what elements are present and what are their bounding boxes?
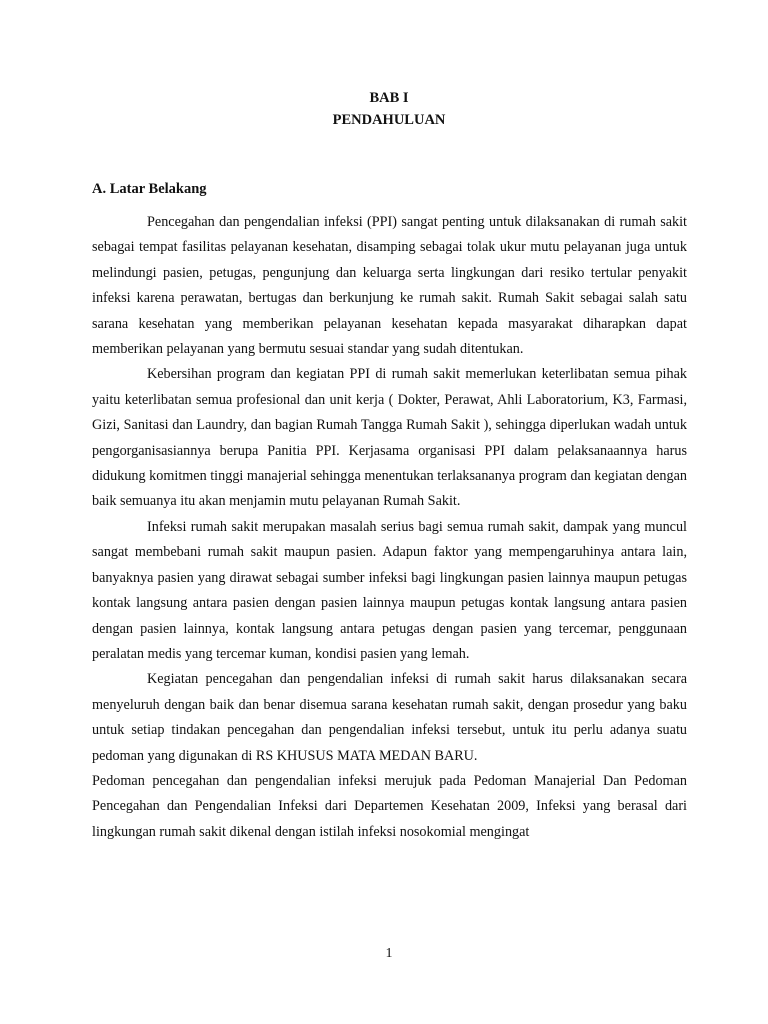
paragraph-3: Infeksi rumah sakit merupakan masalah serius bagi semua rumah sakit, dampak yang muncul sangat membebani rumah sakit maupun pasien. Adapun faktor yang mempengaruhinya antara lain, banyaknya pasien yang dirawat sebagai sumber infeksi bagi lingkungan pasien lainnya maupun petugas kontak langsung antara pasien dengan pasien lainnya maupun petugas kontak langsung antara pasien dengan pasien lainnya, kontak langsung antara petugas dengan pasien yang tercemar, penggunaan peralatan medis yang tercemar kuman, kondisi pasien yang lemah. <box>92 518 687 662</box>
paragraph-5: Pedoman pencegahan dan pengendalian infeksi merujuk pada Pedoman Manajerial Dan Pedoman Pencegahan dan Pengendalian Infeksi dari Departemen Kesehatan 2009, Infeksi yang berasal dari lingkungan rumah sakit dikenal dengan istilah infeksi nosokomial mengingat <box>92 772 687 840</box>
section-heading: A. Latar Belakang <box>92 181 207 197</box>
paragraph-1: Pencegahan dan pengendalian infeksi (PPI) sangat penting untuk dilaksanakan di rumah sakit sebagai tempat fasilitas pelayanan kesehatan, disamping sebagai tolak ukur mutu pelayanan juga untuk melindungi pasien, petugas, pengunjung dan keluarga serta lingkungan dari resiko tertular penyakit infeksi karena perawatan, bertugas dan berkunjung ke rumah sakit. Rumah Sakit sebagai salah satu sarana kesehatan yang memberikan pelayanan kesehatan kepada masyarakat diharapkan dapat memberikan pelayanan yang bermutu sesuai standar yang sudah ditentukan. <box>92 214 687 358</box>
paragraph-2: Kebersihan program dan kegiatan PPI di rumah sakit memerlukan keterlibatan semua pihak yaitu keterlibatan semua profesional dan unit kerja ( Dokter, Perawat, Ahli Laboratorium, K3, Farmasi, Gizi, Sanitasi dan Laundry, dan bagian Rumah Tangga Rumah Sakit ), sehingga diperlukan wadah untuk pengorganisasiannya berupa Panitia PPI. Kerjasama organisasi PPI dalam pelaksanaannya harus didukung komitmen tinggi manajerial sehingga menentukan terlaksananya program dan kegiatan dengan baik semuanya itu akan menjamin mutu pelayanan Rumah Sakit. <box>92 366 687 510</box>
chapter-title: BAB I <box>369 90 409 106</box>
chapter-heading: PENDAHULUAN <box>332 112 446 128</box>
page-number: 1 <box>385 946 393 961</box>
paragraph-4: Kegiatan pencegahan dan pengendalian infeksi di rumah sakit harus dilaksanakan secara menyeluruh dengan baik dan benar disemua sarana kesehatan rumah sakit, dengan prosedur yang baku untuk setiap tindakan pencegahan dan pengendalian infeksi tersebut, untuk itu perlu adanya suatu pedoman yang digunakan di RS KHUSUS MATA MEDAN BARU. <box>92 671 687 764</box>
body-text <box>92 210 687 845</box>
